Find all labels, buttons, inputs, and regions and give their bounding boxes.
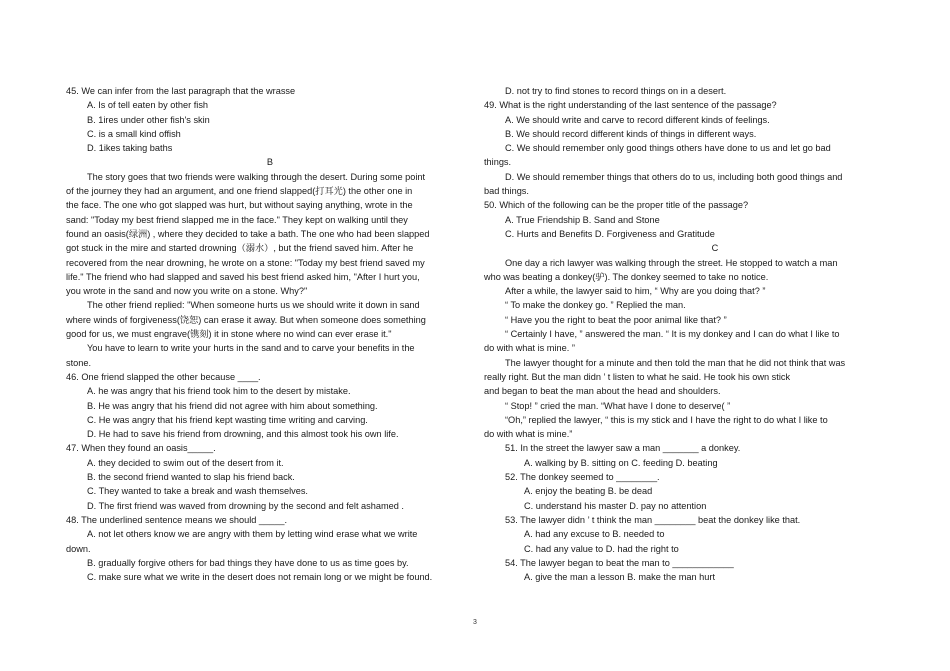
q49-option-c: C. We should remember only good things others have done to us and let go bad bbox=[505, 143, 831, 154]
passage-c-line: “ Stop! ” cried the man. “What have I done to deserve( ” bbox=[505, 400, 731, 411]
passage-c-line: The lawyer thought for a minute and then told the man that he did not think that was bbox=[505, 357, 846, 368]
right-column bbox=[484, 84, 946, 584]
q46-option-c: C. He was angry that his friend kept wasting time writing and carving. bbox=[87, 414, 368, 425]
story-line: the face. The one who got slapped was hurt, but without saying anything, wrote in the bbox=[66, 200, 413, 211]
section-c-heading: C bbox=[711, 243, 719, 254]
q47-stem: 47. When they found an oasis_____. bbox=[66, 443, 216, 454]
q47-option-a: A. they decided to swim out of the desert from it. bbox=[87, 457, 284, 468]
passage-c-line: “Oh,” replied the lawyer, “ this is my stick and I have the right to do what I like to bbox=[505, 414, 828, 425]
q51-options: A. walking by B. sitting on C. feeding D. beating bbox=[524, 457, 718, 468]
q45-option-b: B. 1ires under other fish's skin bbox=[87, 114, 210, 125]
q52-stem: 52. The donkey seemed to ________. bbox=[505, 472, 660, 483]
q48-option-a: A. not let others know we are angry with them by letting wind erase what we write bbox=[87, 529, 418, 540]
q45-option-c: C. is a small kind offish bbox=[87, 128, 181, 139]
q48-stem: 48. The underlined sentence means we should _____. bbox=[66, 514, 287, 525]
q50-stem: 50. Which of the following can be the proper title of the passage? bbox=[484, 200, 749, 211]
q49-option-d: D. We should remember things that others do to us, including both good things and bbox=[505, 171, 843, 182]
q46-stem: 46. One friend slapped the other because ____. bbox=[66, 371, 261, 382]
q49-option-b: B. We should record different kinds of things in different ways. bbox=[505, 128, 757, 139]
passage-c-line: After a while, the lawyer said to him, “ Why are you doing that? ” bbox=[505, 286, 766, 297]
story-line: The other friend replied: "When someone hurts us we should write it down in sand bbox=[87, 300, 420, 311]
q47-option-d: D. The first friend was waved from drowning by the second and felt ashamed . bbox=[87, 500, 404, 511]
story-line: of the journey they had an argument, and one friend slapped(打耳光) the other one in bbox=[66, 186, 413, 197]
q45-option-d: D. 1ikes taking baths bbox=[87, 143, 173, 154]
story-line: sand: "Today my best friend slapped me in the face." They kept on walking until they bbox=[66, 214, 408, 225]
q52-options-ab: A. enjoy the beating B. be dead bbox=[524, 486, 653, 497]
passage-c-line: “ Have you the right to beat the poor animal like that? ” bbox=[505, 314, 727, 325]
passage-c-line: “ Certainly I have, ” answered the man. “ It is my donkey and I can do what I like to bbox=[505, 329, 840, 340]
q54-stem: 54. The lawyer began to beat the man to ____________ bbox=[505, 557, 734, 568]
q47-option-b: B. the second friend wanted to slap his friend back. bbox=[87, 472, 295, 483]
q48-option-c: C. make sure what we write in the desert does not remain long or we might be found. bbox=[87, 572, 433, 583]
story-line: good for us, we must engrave(镌刻) it in stone where no wind can ever erase it." bbox=[66, 329, 392, 340]
story-line: you wrote in the sand and now you write on a stone. Why?" bbox=[66, 286, 308, 297]
passage-c-line: and began to beat the man about the head and shoulders. bbox=[484, 386, 721, 397]
passage-c-line: really right. But the man didn ’ t listen to what he said. He took his own stick bbox=[484, 371, 791, 382]
q46-option-b: B. He was angry that his friend did not agree with him about something. bbox=[87, 400, 378, 411]
passage-c-line: One day a rich lawyer was walking through the street. He stopped to watch a man bbox=[505, 257, 838, 268]
passage-c-line: who was beating a donkey(驴). The donkey seemed to take no notice. bbox=[484, 271, 769, 282]
passage-c-line: do with what is mine. ” bbox=[484, 343, 575, 354]
q54-options-ab: A. give the man a lesson B. make the man hurt bbox=[524, 572, 715, 583]
q50-options-ab: A. True Friendship B. Sand and Stone bbox=[505, 214, 660, 225]
story-line: recovered from the near drowning, he wrote on a stone: "Today my best friend saved my bbox=[66, 257, 425, 268]
q50-options-cd: C. Hurts and Benefits D. Forgiveness and Gratitude bbox=[505, 228, 715, 239]
passage-c-line: “ To make the donkey go. ” Replied the man. bbox=[505, 300, 686, 311]
q46-option-a: A. he was angry that his friend took him to the desert by mistake. bbox=[87, 386, 351, 397]
q49-stem: 49. What is the right understanding of the last sentence of the passage? bbox=[484, 100, 777, 111]
story-line: got stuck in the mire and started drowning（溺水）, but the friend saved him. After he bbox=[66, 243, 414, 254]
story-line: stone. bbox=[66, 357, 92, 368]
q53-options-cd: C. had any value to D. had the right to bbox=[524, 543, 679, 554]
q48-option-d: D. not try to find stones to record things on in a desert. bbox=[505, 86, 727, 96]
q53-options-ab: A. had any excuse to B. needed to bbox=[524, 529, 665, 540]
left-column bbox=[66, 84, 474, 584]
story-line: life." The friend who had slapped and saved his best friend asked him, "After I hurt you, bbox=[66, 271, 420, 282]
passage-c-line: do with what is mine.” bbox=[484, 429, 573, 440]
page-number: 3 bbox=[473, 619, 477, 626]
q45-option-a: A. Is of tell eaten by other fish bbox=[87, 100, 209, 111]
q49-option-c-cont: things. bbox=[484, 157, 512, 168]
q48-option-b: B. gradually forgive others for bad things they have done to us as time goes by. bbox=[87, 557, 409, 568]
q49-option-a: A. We should write and carve to record different kinds of feelings. bbox=[505, 114, 770, 125]
q49-option-d-cont: bad things. bbox=[484, 186, 529, 197]
q47-option-c: C. They wanted to take a break and wash themselves. bbox=[87, 486, 308, 497]
story-line: found an oasis(绿洲) , where they decided to take a bath. The one who had been slapped bbox=[66, 228, 430, 239]
q45-stem: 45. We can infer from the last paragraph that the wrasse bbox=[66, 86, 296, 96]
q53-stem: 53. The lawyer didn ’ t think the man ________ beat the donkey like that. bbox=[505, 514, 801, 525]
section-b-heading: B bbox=[266, 157, 274, 168]
story-line: You have to learn to write your hurts in the sand and to carve your benefits in the bbox=[87, 343, 415, 354]
q48-option-a-cont: down. bbox=[66, 543, 91, 554]
story-line: The story goes that two friends were walking through the desert. During some point bbox=[87, 171, 426, 182]
q52-options-cd: C. understand his master D. pay no attention bbox=[524, 500, 707, 511]
q51-stem: 51. In the street the lawyer saw a man _______ a donkey. bbox=[505, 443, 741, 454]
story-line: where winds of forgiveness(饶恕) can erase it away. But when someone does something bbox=[66, 314, 426, 325]
q46-option-d: D. He had to save his friend from drowning, and this almost took his own life. bbox=[87, 429, 399, 440]
